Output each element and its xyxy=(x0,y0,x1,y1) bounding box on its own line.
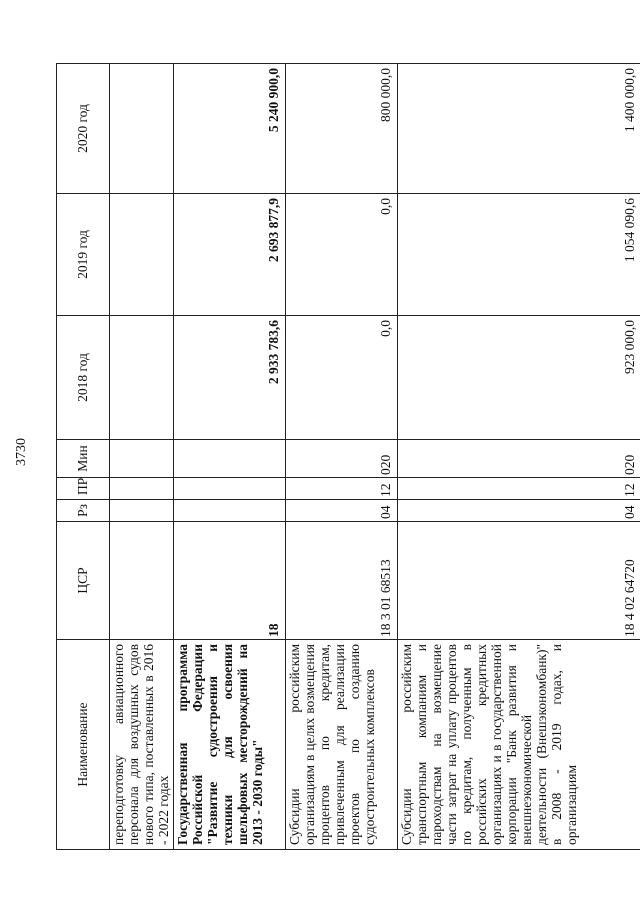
row-rz xyxy=(110,500,174,522)
row-2018: 2 933 783,6 xyxy=(174,316,286,440)
header-pr: ПР xyxy=(57,478,110,500)
budget-table-rotated xyxy=(56,64,638,850)
row-pr xyxy=(174,478,286,500)
row-csr: 18 3 01 68513 xyxy=(286,522,398,640)
row-2019: 1 054 090,6 xyxy=(398,194,640,316)
header-2018: 2018 год xyxy=(57,316,110,440)
row-rz: 04 xyxy=(286,500,398,522)
row-min xyxy=(110,440,174,478)
row-2019: 2 693 877,9 xyxy=(174,194,286,316)
header-csr: ЦСР xyxy=(57,522,110,640)
row-2020: 800 000,0 xyxy=(286,64,398,194)
row-csr: 18 xyxy=(174,522,286,640)
row-name: Государственная программа Российской Федерации "Развитие судостроения и техники для освоения шельфовых месторождений на 2013 - 2030 годы" xyxy=(174,640,286,850)
row-rz: 04 xyxy=(398,500,640,522)
header-rz: Рз xyxy=(57,500,110,522)
row-2019 xyxy=(110,194,174,316)
table-row xyxy=(174,64,286,850)
row-pr: 12 xyxy=(398,478,640,500)
row-name: Субсидии российским организациям в целях возмещения процентов по кредитам, привлеченным для реализации проектов по созданию судостроительных комплексов xyxy=(286,640,398,850)
row-min: 020 xyxy=(286,440,398,478)
page-number: 3730 xyxy=(14,438,29,466)
row-2018 xyxy=(110,316,174,440)
row-rz xyxy=(174,500,286,522)
header-2020: 2020 год xyxy=(57,64,110,194)
row-csr: 18 4 02 64720 xyxy=(398,522,640,640)
row-2018: 923 000,0 xyxy=(398,316,640,440)
table-header-row xyxy=(57,64,110,850)
row-2020: 5 240 900,0 xyxy=(174,64,286,194)
header-name: Наименование xyxy=(57,640,110,850)
table-row xyxy=(110,64,174,850)
row-csr xyxy=(110,522,174,640)
row-name: переподготовку авиационного персонала для воздушных судов нового типа, поставленных в 2016 - 2022 годах xyxy=(110,640,174,850)
row-name: Субсидии российским транспортным компаниям и пароходствам на возмещение части затрат на уплату процентов по кредитам, полученным в российских кредитных организациях и в государственной корпорации "Банк развития и внешнеэкономической деятельности (Внешэкономбанк)" в 2008 - 2019 годах, и организациям xyxy=(398,640,640,850)
header-min: Мин xyxy=(57,440,110,478)
row-pr xyxy=(110,478,174,500)
row-2020: 1 400 000,0 xyxy=(398,64,640,194)
budget-table xyxy=(56,63,640,850)
row-2020 xyxy=(110,64,174,194)
table-row xyxy=(398,64,640,850)
row-min: 020 xyxy=(398,440,640,478)
row-pr: 12 xyxy=(286,478,398,500)
table-row xyxy=(286,64,398,850)
row-2018: 0,0 xyxy=(286,316,398,440)
row-2019: 0,0 xyxy=(286,194,398,316)
row-min xyxy=(174,440,286,478)
header-2019: 2019 год xyxy=(57,194,110,316)
